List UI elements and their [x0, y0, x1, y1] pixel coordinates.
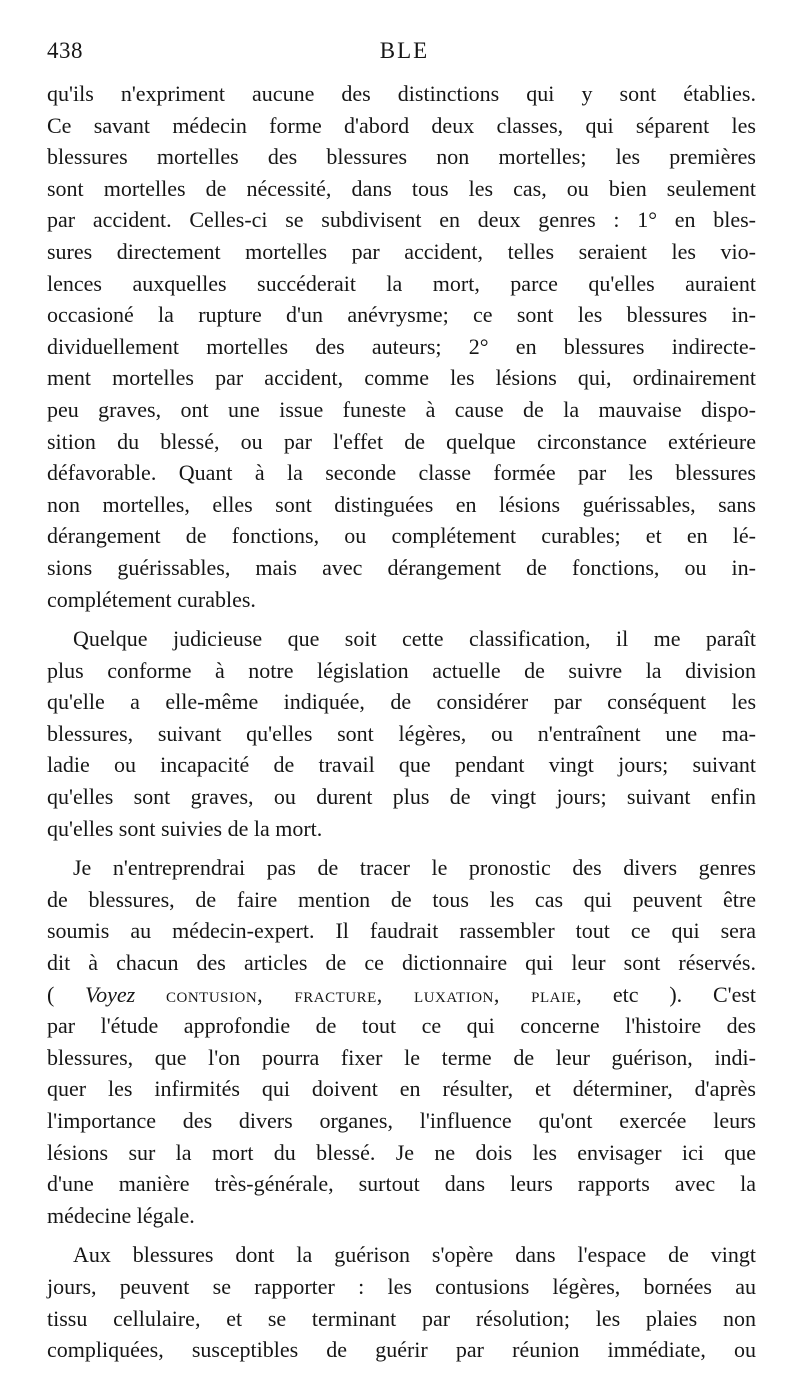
text-line: dit à chacun des articles de ce dictionnaire qui leur sont réservés.	[47, 950, 756, 976]
crossref-etc: etc	[612, 981, 639, 1007]
text-line: sures directement mortelles par accident, telles seraient les vio-	[47, 238, 756, 264]
text-line: par l'étude approfondie de tout ce qui concerne l'histoire des	[47, 1013, 756, 1039]
text-line: blessures mortelles des blessures non mortelles; les premières	[47, 144, 756, 170]
paragraph-1	[47, 78, 756, 615]
text-line: sont mortelles de nécessité, dans tous les cas, ou bien seulement	[47, 175, 756, 201]
page-header	[47, 38, 762, 78]
text-line: peu graves, ont une issue funeste à cause de la mauvaise dispo-	[47, 396, 756, 422]
text-line: non mortelles, elles sont distinguées en lésions guérissables, sans	[47, 491, 756, 517]
text-line: qu'ils n'expriment aucune des distinctions qui y sont établies.	[47, 81, 756, 106]
crossref-close: ). C'est	[669, 981, 757, 1007]
text-line: sions guérissables, mais avec dérangement de fonctions, ou in-	[47, 554, 756, 580]
text-line: jours, peuvent se rapporter : les contusions légères, bornées au	[47, 1273, 756, 1299]
paragraph-4	[47, 1239, 756, 1365]
text-line: dérangement de fonctions, ou complétement curables; et en lé-	[47, 523, 756, 549]
text-line: plus conforme à notre législation actuelle de suivre la division	[47, 657, 756, 683]
crossref-voyez: Voyez	[85, 981, 136, 1007]
crossref-line	[47, 979, 756, 1011]
text-line: lésions sur la mort du blessé. Je ne dois les envisager ici que	[47, 1139, 756, 1165]
text-line: médecine légale.	[47, 1202, 195, 1228]
body-text	[47, 78, 756, 1374]
text-line: sition du blessé, ou par l'effet de quelque circonstance extérieure	[47, 428, 756, 454]
text-line: de blessures, de faire mention de tous les cas qui peuvent être	[47, 886, 756, 912]
text-line: Quelque judicieuse que soit cette classification, il me paraît	[73, 626, 756, 652]
crossref-open: (	[47, 981, 55, 1007]
text-line: Je n'entreprendrai pas de tracer le pronostic des divers genres	[73, 855, 756, 881]
text-line: l'importance des divers organes, l'influence qu'ont exercée leurs	[47, 1108, 756, 1133]
text-line: blessures, que l'on pourra fixer le terme de leur guérison, indi-	[47, 1044, 756, 1070]
text-line: qu'elles sont graves, ou durent plus de vingt jours; suivant enfin	[47, 784, 756, 810]
paragraph-3	[47, 852, 756, 1231]
text-line: compliquées, susceptibles de guérir par réunion immédiate, ou	[47, 1337, 756, 1363]
text-line: occasioné la rupture d'un anévrysme; ce sont les blessures in-	[47, 302, 756, 328]
text-line: qu'elle a elle-même indiquée, de considérer par conséquent les	[47, 689, 756, 715]
crossref-entries: contusion, fracture, luxation, plaie,	[165, 981, 583, 1007]
text-line: lences auxquelles succéderait la mort, parce qu'elles auraient	[47, 270, 756, 296]
page-number: 438	[47, 38, 83, 63]
text-line: ladie ou incapacité de travail que pendant vingt jours; suivant	[47, 752, 756, 778]
text-line: qu'elles sont suivies de la mort.	[47, 815, 323, 841]
paragraph-2	[47, 623, 756, 844]
text-line: soumis au médecin-expert. Il faudrait rassembler tout ce qui sera	[47, 918, 756, 944]
text-line: quer les infirmités qui doivent en résulter, et déterminer, d'après	[47, 1076, 756, 1102]
text-line: tissu cellulaire, et se terminant par résolution; les plaies non	[47, 1305, 756, 1331]
running-head: BLE	[379, 38, 430, 63]
text-line: dividuellement mortelles des auteurs; 2° en blessures indirecte-	[47, 333, 756, 359]
text-line: par accident. Celles-ci se subdivisent en deux genres : 1° en bles-	[47, 207, 756, 233]
text-line: Aux blessures dont la guérison s'opère dans l'espace de vingt	[73, 1242, 756, 1268]
text-line: défavorable. Quant à la seconde classe formée par les blessures	[47, 460, 756, 486]
text-line: blessures, suivant qu'elles sont légères, ou n'entraînent une ma-	[47, 720, 756, 746]
text-line: Ce savant médecin forme d'abord deux classes, qui séparent les	[47, 112, 756, 138]
text-line: d'une manière très-générale, surtout dans leurs rapports avec la	[47, 1171, 756, 1197]
text-line: complétement curables.	[47, 586, 256, 612]
text-line: ment mortelles par accident, comme les lésions qui, ordinairement	[47, 365, 756, 391]
